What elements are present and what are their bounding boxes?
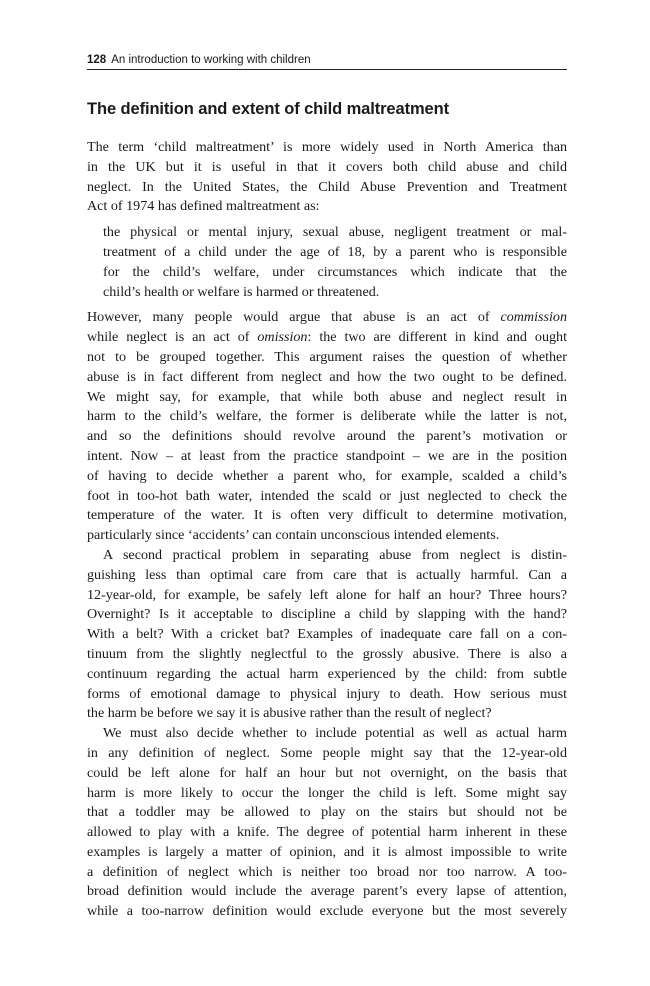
page-number: 128: [87, 54, 107, 66]
text-line: particularly since ‘accidents’ can contain unconscious intended elements.: [87, 527, 500, 544]
text-line: tinuum from the slightly neglectful to the grossly abusive. There is also a: [87, 645, 567, 662]
text-line: 12-year-old, for example, be safely left alone for half an hour? Three hours?: [87, 586, 567, 603]
text-line: examples is largely a matter of opinion, and it is almost impossible to write: [87, 843, 567, 860]
text-line: a definition of neglect which is neither too broad nor too narrow. A too-: [87, 863, 567, 880]
paragraph-3: [87, 546, 567, 724]
running-title: An introduction to working with children: [111, 54, 311, 66]
quote-line: treatment of a child under the age of 18, by a parent who is responsible: [103, 243, 567, 260]
text-line: that a toddler may be allowed to play on the stairs but should not be: [87, 804, 567, 821]
text-line: could be left alone for half an hour but not overnight, on the basis that: [87, 764, 567, 781]
text-line: foot in too-hot bath water, intended the scald or just neglected to check the: [87, 487, 567, 504]
text-line: guishing less than optimal care from care that is actually harmful. Can a: [87, 566, 567, 583]
text-line: intent. Now – at least from the practice standpoint – we are in the position: [87, 447, 567, 464]
text-line: of having to decide whether a parent who, for example, scalded a child’s: [87, 467, 567, 484]
quote-line: for the child’s welfare, under circumstances which indicate that the: [103, 263, 567, 280]
text-line: The term ‘child maltreatment’ is more widely used in North America than: [87, 139, 567, 155]
paragraph-1: [87, 138, 567, 217]
text-line: Act of 1974 has defined maltreatment as:: [87, 198, 320, 215]
text-line: in any definition of neglect. Some people might say that the 12-year-old: [87, 744, 567, 761]
text-line: and so the definitions should revolve around the parent’s motivation or: [87, 428, 567, 445]
text-line: A second practical problem in separating abuse from neglect is distin-: [103, 546, 567, 563]
text-line: continuum regarding the actual harm experienced by the child: from subtle: [87, 665, 567, 682]
text-line: forms of emotional damage to physical injury to death. How serious must: [87, 685, 567, 702]
text-line: Overnight? Is it acceptable to discipline a child by slapping with the hand?: [87, 606, 567, 623]
block-quote: [87, 223, 567, 302]
text-line: in the UK but it is useful in that it covers both child abuse and child: [87, 158, 567, 175]
text-line: neglect. In the United States, the Child Abuse Prevention and Treatment: [87, 178, 567, 195]
text-line: We might say, for example, that while both abuse and neglect result in: [87, 388, 567, 405]
text-run: while neglect is an act of: [87, 329, 258, 346]
paragraph-4: [87, 724, 567, 922]
text-line: [87, 328, 567, 348]
text-line: allowed to play with a knife. The degree of potential harm inherent in these: [87, 824, 567, 841]
text-run: However, many people would argue that abuse is an act of: [87, 309, 501, 326]
body-text: [87, 138, 567, 922]
quote-line: child’s health or welfare is harmed or threatened.: [103, 283, 380, 300]
emphasis: omission: [257, 329, 308, 346]
quote-line: the physical or mental injury, sexual abuse, negligent treatment or mal-: [103, 224, 567, 241]
text-line: abuse is in fact different from neglect and how the two ought to be defined.: [87, 368, 567, 385]
paragraph-2: [87, 308, 567, 546]
text-line: harm is more likely to occur the longer the child is left. Some might say: [87, 784, 567, 801]
text-line: broad definition would include the average parent’s every lapse of attention,: [87, 883, 567, 900]
text-line: while a too-narrow definition would exclude everyone but the most severely: [87, 903, 567, 920]
text-line: We must also decide whether to include potential as well as actual harm: [103, 725, 567, 742]
text-line: temperature of the water. It is often very difficult to determine motivation,: [87, 507, 567, 524]
text-line: With a belt? With a cricket bat? Examples of inadequate care fall on a con-: [87, 626, 567, 643]
running-header: [87, 52, 567, 68]
text-line: the harm be before we say it is abusive rather than the result of neglect?: [87, 705, 492, 722]
text-run: : the two are different in kind and ought: [307, 329, 567, 346]
text-line: [87, 308, 567, 328]
header-rule: [87, 69, 567, 70]
text-line: harm to the child’s welfare, the former is deliberate while the latter is not,: [87, 408, 567, 425]
emphasis: commission: [500, 309, 567, 326]
text-line: not to be grouped together. This argument raises the question of whether: [87, 348, 567, 365]
section-heading: The definition and extent of child maltreatment: [87, 100, 449, 118]
